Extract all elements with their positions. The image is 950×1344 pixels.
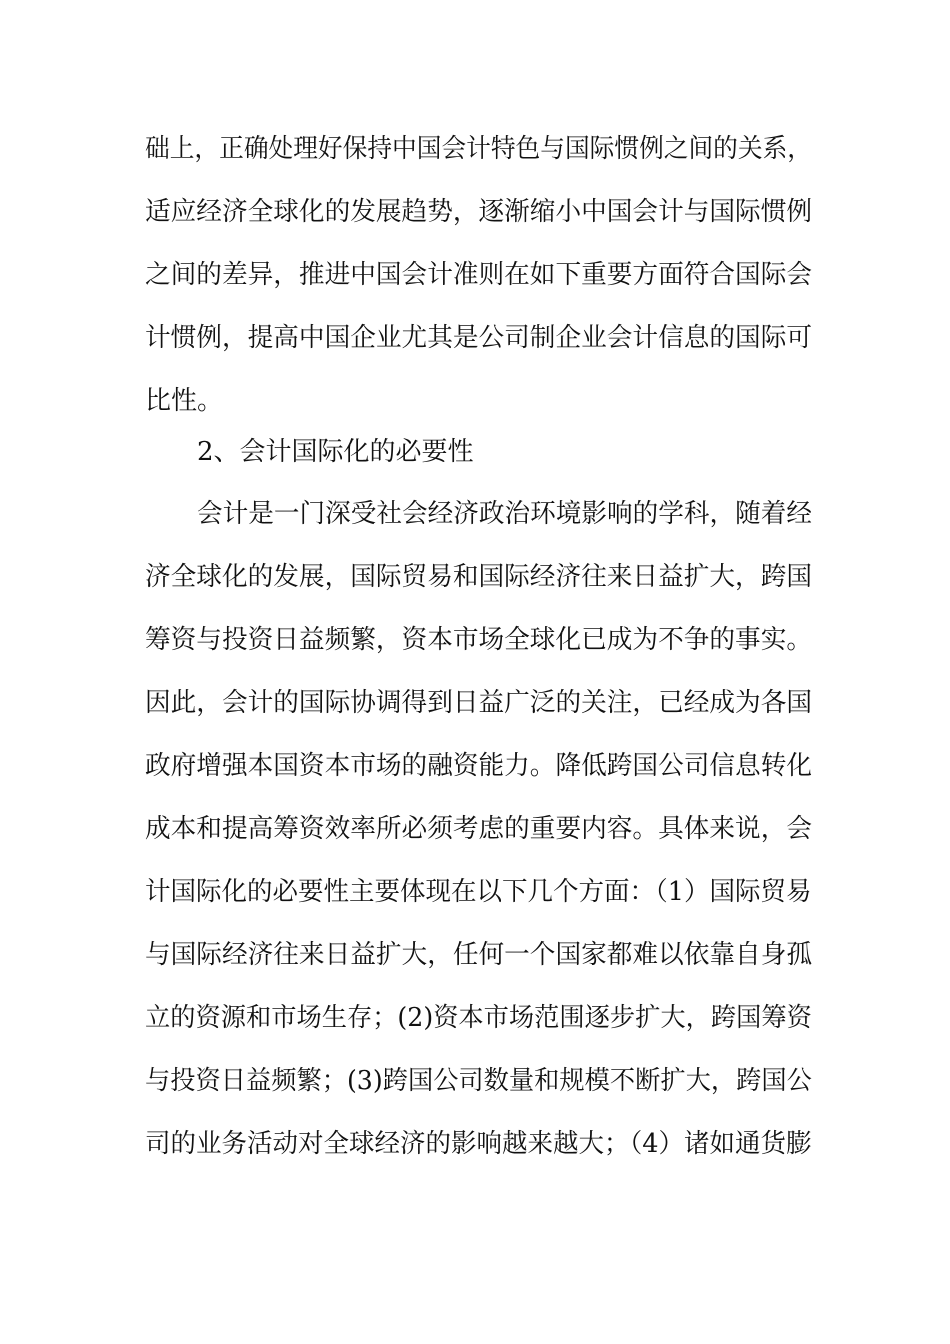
paragraph-line: 筹资与投资日益频繁，资本市场全球化已成为不争的事实。 <box>145 625 813 655</box>
section-heading: 2、会计国际化的必要性 <box>197 437 474 467</box>
paragraph-line: 础上，正确处理好保持中国会计特色与国际惯例之间的关系， <box>145 134 813 164</box>
paragraph-line: 之间的差异，推进中国会计准则在如下重要方面符合国际会 <box>145 260 813 290</box>
paragraph-line: 计国际化的必要性主要体现在以下几个方面：（1）国际贸易 <box>145 877 812 907</box>
paragraph-line: 济全球化的发展，国际贸易和国际经济往来日益扩大，跨国 <box>145 562 813 592</box>
paragraph-line: 立的资源和市场生存；(2)资本市场范围逐步扩大，跨国筹资 <box>145 1003 812 1033</box>
paragraph-line: 会计是一门深受社会经济政治环境影响的学科，随着经 <box>197 499 813 529</box>
paragraph-line: 成本和提高筹资效率所必须考虑的重要内容。具体来说，会 <box>145 814 813 844</box>
paragraph-line: 司的业务活动对全球经济的影响越来越大；（4）诸如通货膨 <box>145 1129 812 1159</box>
paragraph-line: 政府增强本国资本市场的融资能力。降低跨国公司信息转化 <box>145 751 813 781</box>
paragraph-line: 因此，会计的国际协调得到日益广泛的关注，已经成为各国 <box>145 688 813 718</box>
paragraph-line: 与投资日益频繁；(3)跨国公司数量和规模不断扩大，跨国公 <box>145 1066 812 1096</box>
paragraph-line: 与国际经济往来日益扩大，任何一个国家都难以依靠自身孤 <box>145 940 813 970</box>
paragraph-line: 计惯例，提高中国企业尤其是公司制企业会计信息的国际可 <box>145 323 813 353</box>
paragraph-line: 比性。 <box>145 386 224 416</box>
paragraph-line: 适应经济全球化的发展趋势，逐渐缩小中国会计与国际惯例 <box>145 197 813 227</box>
